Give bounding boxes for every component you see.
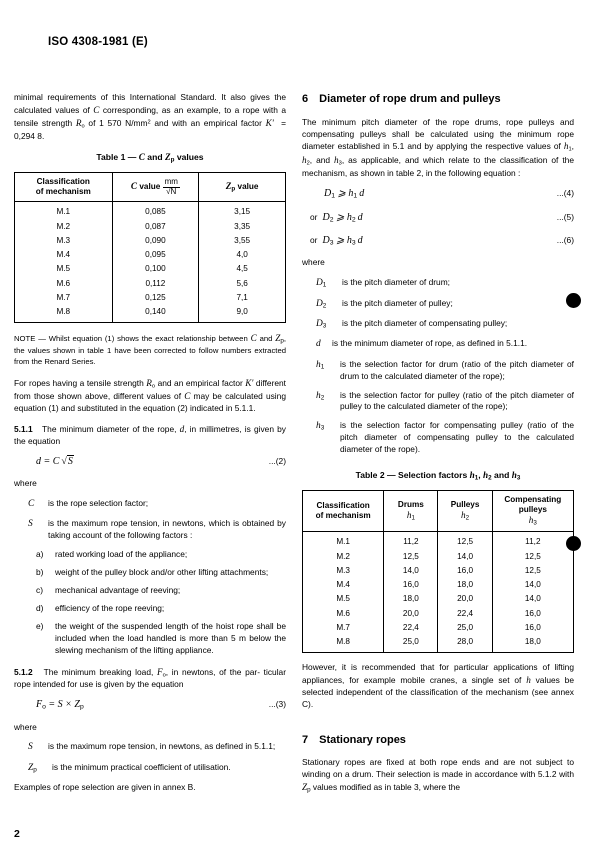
table2-col-mechanism	[303, 490, 384, 532]
equation-5-body: or $D_2$ ⩾ $h_2$ d	[310, 211, 363, 224]
definition-S-symbol: S	[28, 519, 33, 530]
cell-mechanism: M.7	[303, 621, 384, 635]
table-row	[303, 564, 574, 578]
definition-D2	[302, 298, 574, 311]
clause-5-1-2: 5.1.2 The minimum breaking load, $F_o$, in newtons, of the par- ticular rope intended for use is given by the equation	[14, 666, 286, 690]
table1-col-mechanism-line1: Classification	[36, 176, 90, 186]
list-item-text: rated working load of the appliance;	[55, 549, 188, 560]
equation-6-row	[302, 234, 574, 248]
closing-paragraph: Examples of rope selection are given in annex B.	[14, 782, 196, 793]
table1-col-zpvalue	[199, 172, 286, 202]
table1-header-row	[15, 172, 286, 202]
cell-c: 0,112	[112, 276, 199, 290]
table1-col-mechanism	[15, 172, 113, 202]
definition-d-text: is the minimum diameter of rope, as defined in 5.1.1.	[332, 338, 528, 349]
definition-D3-text: is the pitch diameter of compensating pulley;	[342, 318, 508, 329]
table1-unit-numerator: mm	[164, 177, 178, 187]
cell-c: 0,090	[112, 234, 199, 248]
section-7-heading	[302, 733, 574, 749]
list-item	[14, 603, 286, 615]
cell-mechanism: M.8	[303, 635, 384, 652]
equation-6-body: or $D_3$ ⩾ $h_3$ d	[310, 235, 363, 247]
right-column	[302, 92, 574, 803]
section-6-number: 6	[302, 93, 309, 105]
cell-mechanism: M.6	[303, 606, 384, 620]
where-label-2: where	[14, 721, 37, 732]
definition-h3-text: is the selection factor for compensating pulley (ratio of the pitch diameter of compensating pulley to the calculated diameter of the rope).	[340, 420, 574, 455]
definition-h2-symbol: $h_2$	[316, 390, 325, 402]
cell-drums: 25,0	[384, 635, 438, 652]
table-row	[15, 234, 286, 248]
equation-4-ref: ...(4)	[556, 188, 574, 199]
section-6-paragraph: The minimum pitch diameter of the rope drums, rope pulleys and compensating pulleys shall be calculated using the minimum rope diameter established in 5.1 and by applying the respective values of $h_1$, $h_2$, and $h_3$, as applicable, and which relate to the classification of the mechanism, as shown in table 2, in the following equation :	[302, 116, 574, 178]
cell-compensating: 16,0	[492, 621, 573, 635]
definition-D2-text: is the pitch diameter of pulley;	[342, 297, 453, 308]
table-row	[15, 305, 286, 322]
cell-mechanism: M.2	[303, 549, 384, 563]
equation-2-ref: ...(2)	[268, 456, 286, 467]
equation-5-row	[302, 211, 574, 225]
definition-S2	[14, 741, 286, 754]
table1-caption-values: values	[176, 152, 204, 163]
table2-header	[303, 490, 574, 532]
table1-col-cvalue-unit	[163, 178, 180, 196]
cell-pulleys: 16,0	[438, 564, 492, 578]
cell-mechanism: M.3	[303, 564, 384, 578]
cell-c: 0,095	[112, 248, 199, 262]
list-item-label: a)	[36, 549, 44, 560]
where-label-1: where	[14, 478, 37, 489]
table2-col-pulleys-label: Pulleys	[450, 499, 480, 509]
cell-zp: 7,1	[199, 290, 286, 304]
definition-h3	[302, 420, 574, 456]
table2-col-drums-symbol: $h_1$	[406, 509, 415, 522]
cell-pulleys: 25,0	[438, 621, 492, 635]
equation-6-ref: ...(6)	[556, 235, 574, 246]
list-item-label: e)	[36, 621, 44, 632]
table-row	[303, 592, 574, 606]
cell-zp: 3,15	[199, 202, 286, 219]
table-row	[303, 549, 574, 563]
definition-S-text: is the maximum rope tension, in newtons, which is obtained by taking account of the following factors :	[48, 518, 286, 541]
table2-caption-h2: $h_2$	[483, 470, 492, 482]
definition-h1-symbol: $h_1$	[316, 359, 325, 371]
table2-col-mechanism-line1: Classification	[316, 500, 370, 510]
equation-4-row	[302, 187, 574, 201]
cell-c: 0,125	[112, 290, 199, 304]
table2-col-mechanism-line2: of mechanism	[315, 511, 371, 521]
table2-caption-and: and	[494, 470, 510, 481]
table1-caption-prefix: Table 1	[96, 152, 126, 163]
list-item	[14, 621, 286, 657]
cell-mechanism: M.6	[15, 276, 113, 290]
table1-caption	[14, 151, 286, 165]
cell-mechanism: M.1	[15, 202, 113, 219]
definition-D3-symbol: $D_3$	[316, 319, 327, 330]
table2-col-drums-label: Drums	[397, 499, 424, 509]
table-row	[303, 635, 574, 652]
list-item-text: efficiency of the rope reeving;	[55, 603, 165, 614]
cell-c: 0,100	[112, 262, 199, 276]
table-row	[15, 202, 286, 219]
definition-D3	[302, 318, 574, 331]
where-label-3: where	[302, 257, 325, 268]
definition-d-symbol: d	[316, 339, 321, 350]
list-item	[14, 567, 286, 579]
paragraph-rope-tensile: For ropes having a tensile strength $R_o$ and an empirical factor K' different from those shown above, different values of C may be calculated using equation (1) and substituted in the equation (2) indicated in 5.1.1.	[14, 377, 286, 414]
cell-drums: 11,2	[384, 532, 438, 549]
table2-col-drums	[384, 490, 438, 532]
table1-caption-and: and	[147, 152, 163, 163]
cell-c: 0,140	[112, 305, 199, 322]
cell-mechanism: M.4	[15, 248, 113, 262]
table1-caption-c: C	[138, 152, 145, 163]
definition-S2-symbol: S	[28, 742, 33, 753]
equation-2-row	[14, 455, 286, 469]
equation-6-prefix: or	[310, 235, 318, 246]
table-row	[303, 578, 574, 592]
table1-col-cvalue	[112, 172, 199, 202]
cell-compensating: 18,0	[492, 635, 573, 652]
table1-col-cvalue-sym: C	[130, 181, 138, 192]
table2-col-compensating-line1: Compensating	[504, 494, 562, 504]
definition-h1-text: is the selection factor for drum (ratio of the pitch diameter of drum to the calculated diameter of the rope);	[340, 358, 574, 381]
definition-h1	[302, 359, 574, 383]
table-row	[15, 219, 286, 233]
cell-compensating: 12,5	[492, 549, 573, 563]
definition-D1	[302, 277, 574, 290]
definition-D1-symbol: $D_1$	[316, 278, 327, 289]
table1-body	[15, 202, 286, 322]
cell-pulleys: 18,0	[438, 578, 492, 592]
list-item-label: d)	[36, 603, 44, 614]
left-column	[14, 92, 286, 802]
cell-mechanism: M.4	[303, 578, 384, 592]
section-7-paragraph: Stationary ropes are fixed at both rope ends and are not subject to winding on a drum. Their selection is made in accordance with 5.1.2 with $Z_p$ values modified as in table 3, where the	[302, 757, 574, 794]
clause-5-1-2-number: 5.1.2	[14, 666, 33, 677]
cell-drums: 22,4	[384, 621, 438, 635]
cell-zp: 4,0	[199, 248, 286, 262]
section-6-title: Diameter of rope drum and pulleys	[319, 93, 501, 105]
equation-4-body: $D_1$ ⩾ $h_1$ d	[324, 188, 365, 201]
definition-D2-symbol: $D_2$	[316, 298, 327, 310]
equation-2-body: d = C √S	[36, 456, 73, 468]
equation-3-row	[14, 698, 286, 712]
cell-zp: 3,35	[199, 219, 286, 233]
page-number: 2	[14, 828, 20, 840]
definition-C-text: is the rope selection factor;	[48, 498, 149, 509]
table1-col-zp-sym: $Z_p$	[225, 180, 236, 193]
definition-h2-text: is the selection factor for pulley (ratio of the pitch diameter of pulley to the calculated diameter of the rope);	[340, 389, 574, 412]
cell-drums: 20,0	[384, 606, 438, 620]
definition-S2-text: is the maximum rope tension, in newtons, as defined in 5.1.1;	[48, 741, 276, 752]
table1-col-zp-word: value	[237, 181, 259, 191]
table2-col-pulleys	[438, 490, 492, 532]
equation-5-ref: ...(5)	[556, 211, 574, 222]
table1-col-cvalue-word: value	[139, 182, 161, 192]
intro-paragraph: minimal requirements of this International Standard. It also gives the calculated values of C corresponding, as an example, to a rope with a tensile strength $R_o$ of 1 570 $N/mm^2$ and with an empirical factor K' = 0,294 8.	[14, 92, 287, 141]
cell-compensating: 14,0	[492, 578, 573, 592]
table-row	[15, 248, 286, 262]
table-row	[15, 290, 286, 304]
definition-C-symbol: C	[28, 499, 35, 510]
cell-pulleys: 14,0	[438, 549, 492, 563]
note-block: NOTE — Whilst equation (1) shows the exact relationship between C and $Z_p$, the values shown in table 1 have been corrected to follow numbers extracted from the Renard Series.	[14, 332, 286, 366]
cell-zp: 9,0	[199, 305, 286, 322]
cell-pulleys: 28,0	[438, 635, 492, 652]
table1	[14, 172, 286, 323]
list-item-label: b)	[36, 567, 44, 578]
cell-drums: 14,0	[384, 564, 438, 578]
list-item-text: the weight of the suspended length of the hoist rope shall be included when the load handled is more than 5 m below the slewing mechanism of the lifting appliance.	[55, 621, 286, 655]
definition-d	[302, 338, 574, 351]
cell-mechanism: M.7	[15, 290, 113, 304]
definition-h3-symbol: $h_3$	[316, 421, 325, 432]
cell-mechanism: M.2	[15, 219, 113, 233]
clause-5-1-1: 5.1.1 The minimum diameter of the rope, d, in millimetres, is given by the equation	[14, 424, 286, 447]
definition-C	[14, 498, 286, 511]
table1-col-mechanism-line2: of mechanism	[35, 187, 91, 197]
cell-mechanism: M.5	[15, 262, 113, 276]
cell-pulleys: 20,0	[438, 592, 492, 606]
table2-body	[303, 532, 574, 652]
cell-pulleys: 22,4	[438, 606, 492, 620]
cell-zp: 4,5	[199, 262, 286, 276]
table2-col-compensating-line2: pulleys	[518, 504, 547, 514]
cell-drums: 16,0	[384, 578, 438, 592]
table1-caption-dash: —	[127, 152, 137, 163]
definition-Zp-symbol: $Z_p$	[28, 762, 37, 774]
cell-mechanism: M.3	[15, 234, 113, 248]
table2-caption-h1: $h_1$	[469, 470, 479, 482]
list-item-text: mechanical advantage of reeving;	[55, 585, 181, 596]
cell-compensating: 12,5	[492, 564, 573, 578]
table-row	[303, 621, 574, 635]
equation-5-prefix: or	[310, 211, 318, 222]
clause-5-1-1-number: 5.1.1	[14, 424, 33, 435]
list-item-text: weight of the pulley block and/or other lifting attachments;	[55, 567, 269, 578]
table2-caption-text: Selection factors	[398, 470, 468, 481]
section-6-heading	[302, 92, 574, 108]
however-paragraph: However, it is recommended that for particular applications of lifting appliances, for example mobile cranes, a single set of h values be selected independent of the classification of the mechanism (see annex C).	[302, 661, 574, 709]
table1-header	[15, 172, 286, 202]
definition-S	[14, 518, 286, 542]
definition-h2	[302, 390, 574, 414]
definition-D1-text: is the pitch diameter of drum;	[342, 277, 450, 288]
cell-compensating: 16,0	[492, 606, 573, 620]
cell-c: 0,087	[112, 219, 199, 233]
cell-zp: 5,6	[199, 276, 286, 290]
equation-3-body: $F_o = S \times Z_p$	[36, 699, 84, 711]
table-row	[303, 606, 574, 620]
table2-caption-prefix: Table 2	[355, 470, 385, 481]
cell-zp: 3,55	[199, 234, 286, 248]
cell-compensating: 11,2	[492, 532, 573, 549]
equation-3-ref: ...(3)	[268, 699, 286, 710]
table1-caption-zp: $Z_p$	[164, 152, 175, 164]
table2-col-compensating-symbol: $h_3$	[528, 515, 537, 527]
document-header-standard-id: ISO 4308-1981 (E)	[48, 36, 148, 48]
list-item	[14, 585, 286, 597]
list-item	[14, 549, 286, 561]
cell-c: 0,085	[112, 202, 199, 219]
table-row	[15, 276, 286, 290]
table-row	[303, 532, 574, 549]
table2-caption-dash: —	[387, 470, 396, 481]
cell-pulleys: 12,5	[438, 532, 492, 549]
table2-caption	[302, 469, 574, 483]
table-row	[15, 262, 286, 276]
table1-unit-denominator: √N	[163, 187, 180, 196]
section-7-title: Stationary ropes	[319, 733, 406, 746]
table2-col-compensating	[492, 490, 573, 532]
section-7-number: 7	[302, 733, 309, 746]
definition-Zp	[14, 762, 286, 775]
table2-caption-h3: $h_3$	[511, 470, 521, 482]
table2-col-pulleys-symbol: $h_2$	[461, 509, 470, 522]
table2-caption-comma: ,	[478, 470, 481, 481]
cell-mechanism: M.8	[15, 305, 113, 322]
cell-drums: 12,5	[384, 549, 438, 563]
table2	[302, 490, 574, 653]
list-item-label: c)	[36, 585, 43, 596]
definition-Zp-text: is the minimum practical coefficient of utilisation.	[52, 761, 231, 772]
cell-mechanism: M.1	[303, 532, 384, 549]
cell-drums: 18,0	[384, 592, 438, 606]
table2-header-row	[303, 490, 574, 532]
cell-mechanism: M.5	[303, 592, 384, 606]
cell-compensating: 14,0	[492, 592, 573, 606]
